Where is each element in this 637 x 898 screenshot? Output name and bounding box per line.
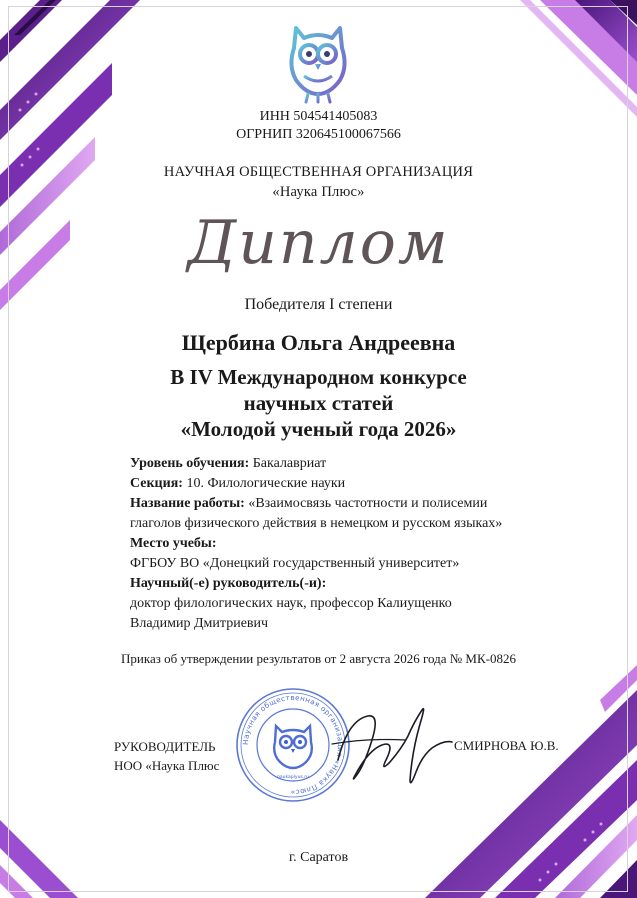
document-title: Диплом (187, 208, 450, 278)
inn-number: ИНН 504541405083 (259, 109, 378, 124)
study-level-label: Уровень обучения: (130, 456, 250, 471)
organization-type: НАУЧНАЯ ОБЩЕСТВЕННАЯ ОРГАНИЗАЦИЯ (163, 164, 474, 180)
organization-name (0, 162, 637, 202)
work-title (130, 494, 550, 514)
handwritten-signature (328, 700, 458, 790)
organization-title: «Наука Плюс» (272, 184, 365, 200)
signatory-role-line-2: НОО «Наука Плюс (114, 758, 220, 773)
contest-line-2: научных статей (243, 391, 394, 415)
study-place-label: Место учебы: (130, 536, 217, 551)
seal-ring-text: Научная общественная организация «Наука Плюс» (240, 692, 346, 798)
order-reference: Приказ об утверждении результатов от 2 августа 2026 года № МК-0826 (121, 651, 516, 666)
supervisor-label: Научный(-е) руководитель(-и): (130, 576, 327, 591)
owl-logo-icon (282, 18, 354, 104)
signatory-role-line-1: РУКОВОДИТЕЛЬ (114, 739, 216, 754)
recipient-name: Щербина Ольга Андреевна (181, 330, 456, 355)
work-title-value-2: глаголов физического действия в немецком и русском языках» (130, 516, 503, 531)
supervisor-value-1: доктор филологических наук, профессор Калиущенко (130, 596, 452, 611)
registration-numbers (0, 108, 637, 144)
work-title-label: Название работы: (130, 496, 245, 511)
award-degree: Победителя I степени (244, 296, 393, 313)
work-title-value-1: «Взаимосвязь частотности и полисемии (248, 496, 488, 511)
study-level-value: Бакалавриат (252, 456, 327, 471)
section-value: 10. Филологические науки (186, 476, 346, 491)
contest-line-3: «Молодой ученый года 2026» (180, 417, 457, 441)
contest-title (0, 364, 637, 442)
section-label: Секция: (130, 476, 183, 491)
contest-line-1: В IV Международном конкурсе (170, 365, 467, 389)
signatory-name: СМИРНОВА Ю.В. (454, 738, 559, 753)
city: г. Саратов (288, 850, 349, 865)
seal-site: naukaplyus.ru (277, 775, 309, 780)
signatory-role (114, 737, 219, 775)
supervisor-value-2: Владимир Дмитриевич (130, 616, 269, 631)
award-details (130, 454, 550, 634)
study-place-value: ФГБОУ ВО «Донецкий государственный университет» (130, 556, 460, 571)
section (130, 474, 550, 494)
study-level (130, 454, 550, 474)
ogrnip-number: ОГРНИП 320645100067566 (236, 127, 401, 142)
